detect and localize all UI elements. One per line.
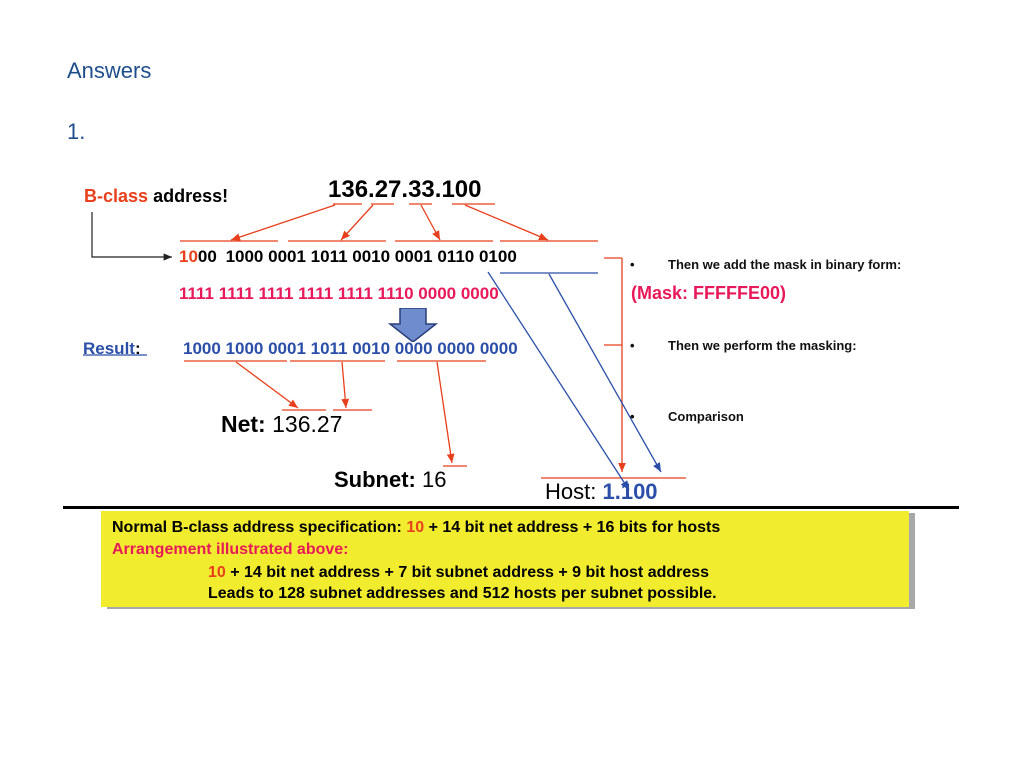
arrow-ip-octet1 — [231, 205, 335, 240]
bullet-dot-icon: • — [630, 409, 635, 424]
bullet-item-3 — [630, 409, 744, 424]
bclass-label: B-class — [84, 186, 149, 206]
host-value: 1.100 — [602, 479, 658, 504]
mask-hex: (Mask: FFFFFE00) — [631, 283, 787, 303]
bclass-address-label — [84, 186, 228, 207]
result-label-wrap — [83, 339, 141, 359]
net-value: 136.27 — [272, 411, 343, 437]
divider-line — [63, 506, 959, 509]
arrow-ip-octet4 — [465, 205, 548, 240]
subnet-block — [334, 467, 447, 493]
bullet-item-2 — [630, 338, 857, 353]
bclass-connector — [92, 212, 172, 257]
ip-address: 136.27.33.100 — [328, 176, 482, 203]
bullet-text-2: Then we perform the masking: — [668, 338, 857, 353]
mask-binary: 1111 1111 1111 1111 1111 1110 0000 0000 — [179, 284, 499, 303]
bullet-text-3: Comparison — [668, 409, 744, 424]
binary-octet2-part: 1000 — [225, 247, 264, 266]
summary-line-2: Arrangement illustrated above: — [112, 541, 349, 558]
bullet-dot-icon: • — [630, 257, 635, 272]
bullet-item-1 — [630, 257, 901, 272]
net-label: Net: — [221, 411, 266, 437]
summary-line-3 — [208, 564, 709, 582]
subnet-label: Subnet: — [334, 467, 416, 492]
summary-line-1 — [112, 519, 720, 537]
bullet-text-1: Then we add the mask in binary form: — [668, 257, 902, 272]
arrow-result-subnet — [437, 362, 452, 463]
binary-rest: 0001 1011 0010 0001 0110 0100 — [268, 247, 517, 266]
address-label: address! — [153, 186, 229, 206]
page-heading: Answers — [67, 58, 152, 83]
summary-line-1-prefix: Normal B-class address specification: — [112, 519, 407, 536]
arrow-ip-octet3 — [421, 205, 440, 240]
summary-line-3-suffix: + 14 bit net address + 7 bit subnet address + 9 bit host address — [225, 564, 710, 581]
subnet-value: 16 — [422, 467, 447, 492]
summary-line-1-suffix: + 14 bit net address + 16 bits for hosts — [424, 519, 721, 536]
summary-box — [101, 511, 909, 607]
arrow-ip-octet2 — [341, 205, 373, 240]
result-colon: : — [134, 339, 141, 358]
arrow-host-blue-1 — [488, 272, 629, 490]
arrow-result-net-2 — [342, 362, 346, 408]
result-binary: 1000 1000 0001 1011 0010 0000 0000 0000 — [183, 339, 518, 358]
bullet-dot-icon: • — [630, 338, 635, 353]
binary-leading-bits: 10 — [179, 247, 198, 266]
question-number: 1. — [67, 119, 86, 144]
net-block — [221, 411, 342, 438]
summary-line-1-highlight: 10 — [406, 519, 425, 536]
summary-line-3-highlight: 10 — [208, 564, 226, 581]
down-arrow-icon — [388, 308, 438, 342]
binary-address — [179, 247, 517, 267]
result-label: Result — [83, 339, 135, 358]
host-label: Host: — [545, 479, 597, 504]
binary-octet1-rest: 00 — [197, 247, 222, 266]
host-block — [545, 479, 658, 505]
arrow-result-net-1 — [236, 362, 298, 408]
summary-line-4: Leads to 128 subnet addresses and 512 hosts per subnet possible. — [208, 585, 717, 602]
